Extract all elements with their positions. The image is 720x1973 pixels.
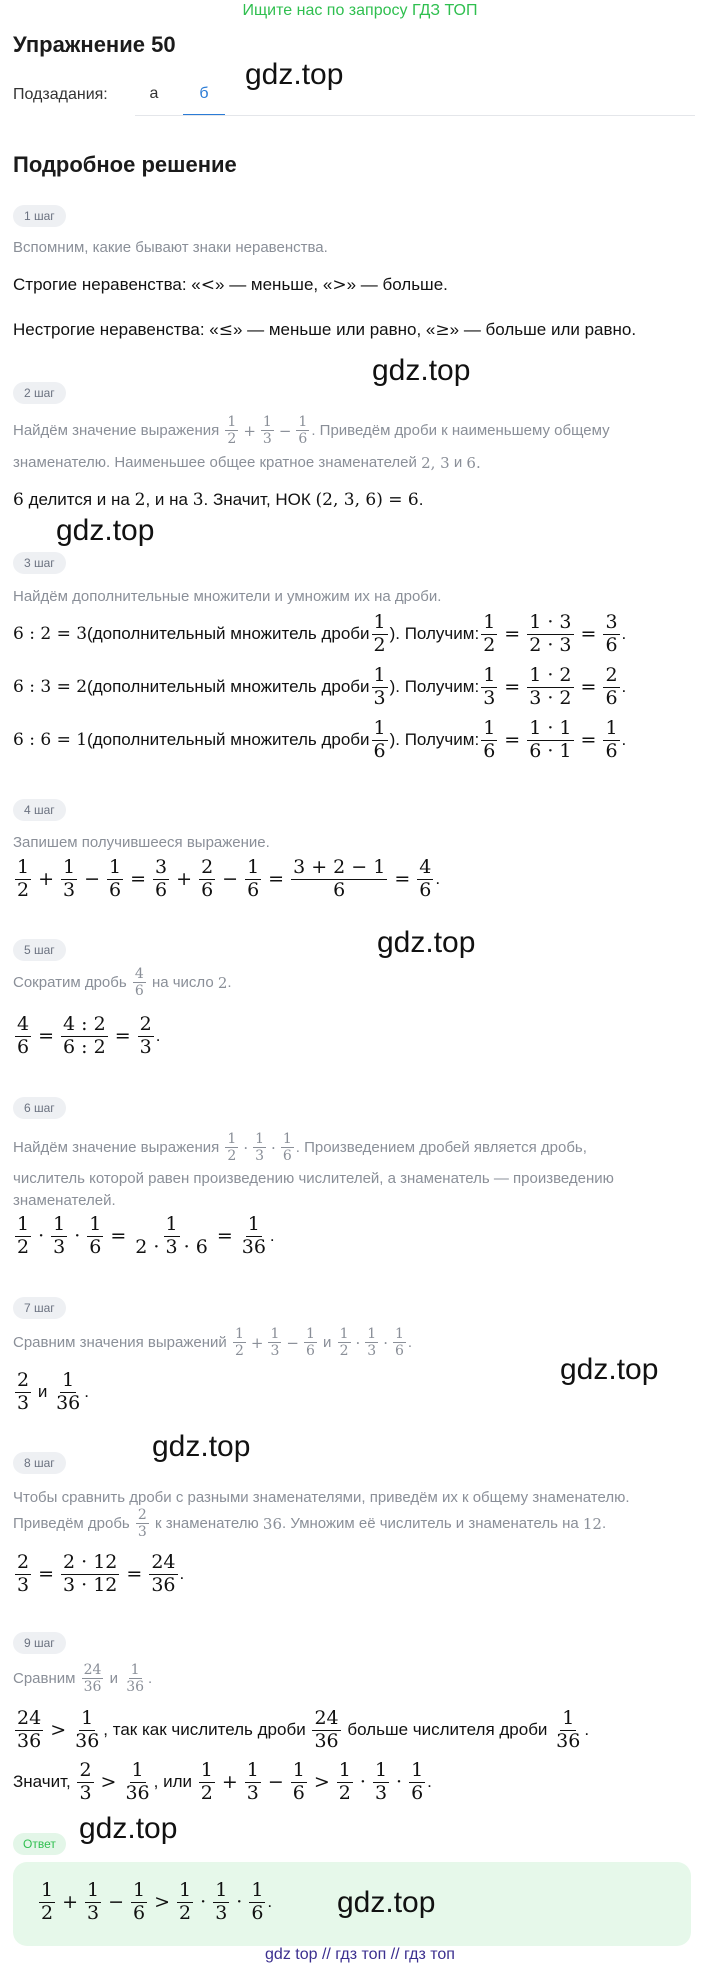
step-badge: 6 шаг	[13, 1097, 66, 1119]
top-banner[interactable]: Ищите нас по запросу ГДЗ ТОП	[242, 2, 478, 19]
tab-b[interactable]: б	[183, 80, 225, 116]
watermark: gdz.top	[337, 1886, 436, 1919]
step-text: Вспомним, какие бывают знаки неравенства.	[13, 239, 328, 256]
step-text: Найдём значение выражения $\frac{1}{2}$ · $\frac{1}{3}$ · $\frac{1}{6}$ . Произведением дробей является дробь,	[13, 1131, 587, 1165]
math-equation: Значит, $\frac{2}{3}$ > $\frac{1}{36}$ , или $\frac{1}{2}$ + $\frac{1}{3}$ − $\frac{1}{6}$ > $\frac{1}{2}$ · $\frac{1}{3}$ · $\frac{1}{6}$ .	[13, 1759, 432, 1804]
step-text: Найдём значение выражения $\frac{1}{2}$ + $\frac{1}{3}$ − $\frac{1}{6}$ . Приведём дроби к наименьшему общему	[13, 414, 610, 448]
section-title: Подробное решение	[13, 152, 237, 177]
math-equation: $\frac{4}{6}$ = $\frac{4 : 2}{6 : 2}$ = $\frac{2}{3}$ .	[17, 1013, 161, 1058]
step-text: Сократим дробь $\frac{4}{6}$ на число 2 .	[13, 966, 232, 1000]
step-badge: 1 шаг	[13, 205, 66, 227]
math-equation: $\frac{24}{36}$ > $\frac{1}{36}$ , так как числитель дроби $\frac{24}{36}$ больше числителя дроби $\frac{1}{36}$ .	[17, 1707, 590, 1752]
step-badge: 7 шаг	[13, 1297, 66, 1319]
step-text: Приведём дробь $\frac{2}{3}$ к знаменателю 36 . Умножим её числитель и знаменатель на 12 .	[13, 1507, 607, 1541]
step-badge: 3 шаг	[13, 552, 66, 574]
step-text: Сравним $\frac{24}{36}$ и $\frac{1}{36}$ .	[13, 1662, 153, 1696]
step-text: знаменателю. Наименьшее общее кратное знаменателей 2, 3 и 6.	[13, 454, 481, 472]
step-badge: 2 шаг	[13, 382, 66, 404]
multiplier-row: 6 : 2 = 3 (дополнительный множитель дроби $\frac{1}{2}$ ). Получим: $\frac{1}{2}$ = $\frac{1 \cdot 3}{2 \cdot 3}$ = $\frac{3}{6}$ .	[13, 611, 627, 656]
step-text: знаменателей.	[13, 1192, 116, 1209]
page-title: Упражнение 50	[13, 32, 176, 57]
step-text: 6 делится и на 2 , и на 3 . Значит, НОК (2, 3, 6) = 6 .	[13, 490, 424, 510]
step-text: Чтобы сравнить дроби с разными знаменателями, приведём их к общему знаменателю.	[13, 1489, 630, 1506]
answer-badge: Ответ	[13, 1833, 66, 1855]
step-text: Сравним значения выражений $\frac{1}{2}$ + $\frac{1}{3}$ − $\frac{1}{6}$ и $\frac{1}{2}$ · $\frac{1}{3}$ · $\frac{1}{6}$ .	[13, 1326, 413, 1360]
math-equation: $\frac{2}{3}$ = $\frac{2 \cdot 12}{3 \cdot 12}$ = $\frac{24}{36}$ .	[17, 1551, 185, 1596]
step-badge: 8 шаг	[13, 1452, 66, 1474]
step-text: Запишем получившееся выражение.	[13, 834, 270, 851]
step-text: Найдём дополнительные множители и умножим их на дроби.	[13, 588, 442, 605]
tab-a[interactable]: а	[149, 85, 159, 102]
watermark: gdz.top	[560, 1353, 659, 1386]
step-badge: 4 шаг	[13, 799, 66, 821]
step-badge: 9 шаг	[13, 1632, 66, 1654]
watermark: gdz.top	[79, 1812, 178, 1845]
multiplier-row: 6 : 6 = 1 (дополнительный множитель дроби $\frac{1}{6}$ ). Получим: $\frac{1}{6}$ = $\frac{1 \cdot 1}{6 \cdot 1}$ = $\frac{1}{6}$ .	[13, 717, 627, 762]
math-equation: $\frac{1}{2}$ · $\frac{1}{3}$ · $\frac{1}{6}$ = $\frac{1}{2 \cdot 3 \cdot 6}$ = $\frac{1}{36}$ .	[17, 1213, 275, 1258]
watermark: gdz.top	[245, 58, 344, 91]
step-text: Строгие неравенства: « < » — меньше, « > » — больше.	[13, 275, 448, 295]
watermark: gdz.top	[56, 514, 155, 547]
subtasks-label: Подзадания:	[13, 86, 108, 103]
watermark: gdz.top	[152, 1430, 251, 1463]
footer-links[interactable]: gdz top // гдз топ // гдз топ	[265, 1946, 455, 1963]
watermark: gdz.top	[372, 354, 471, 387]
math-equation: $\frac{2}{3}$ и $\frac{1}{36}$ .	[17, 1369, 89, 1414]
math-equation: $\frac{1}{2}$ + $\frac{1}{3}$ − $\frac{1}{6}$ = $\frac{3}{6}$ + $\frac{2}{6}$ − $\frac{1}{6}$ = $\frac{3 + 2 - 1}{6}$ = $\frac{4}{6}$ .	[17, 856, 441, 901]
step-text: числитель которой равен произведению числителей, а знаменатель — произведению	[13, 1170, 614, 1187]
tabs-divider	[135, 115, 695, 116]
answer-equation: $\frac{1}{2}$ + $\frac{1}{3}$ − $\frac{1}{6}$ > $\frac{1}{2}$ · $\frac{1}{3}$ · $\frac{1}{6}$ .	[41, 1879, 273, 1924]
multiplier-row: 6 : 3 = 2 (дополнительный множитель дроби $\frac{1}{3}$ ). Получим: $\frac{1}{3}$ = $\frac{1 \cdot 2}{3 \cdot 2}$ = $\frac{2}{6}$ .	[13, 664, 627, 709]
step-badge: 5 шаг	[13, 939, 66, 961]
watermark: gdz.top	[377, 926, 476, 959]
step-text: Нестрогие неравенства: « ≤ » — меньше или равно, « ≥ » — больше или равно.	[13, 320, 637, 340]
